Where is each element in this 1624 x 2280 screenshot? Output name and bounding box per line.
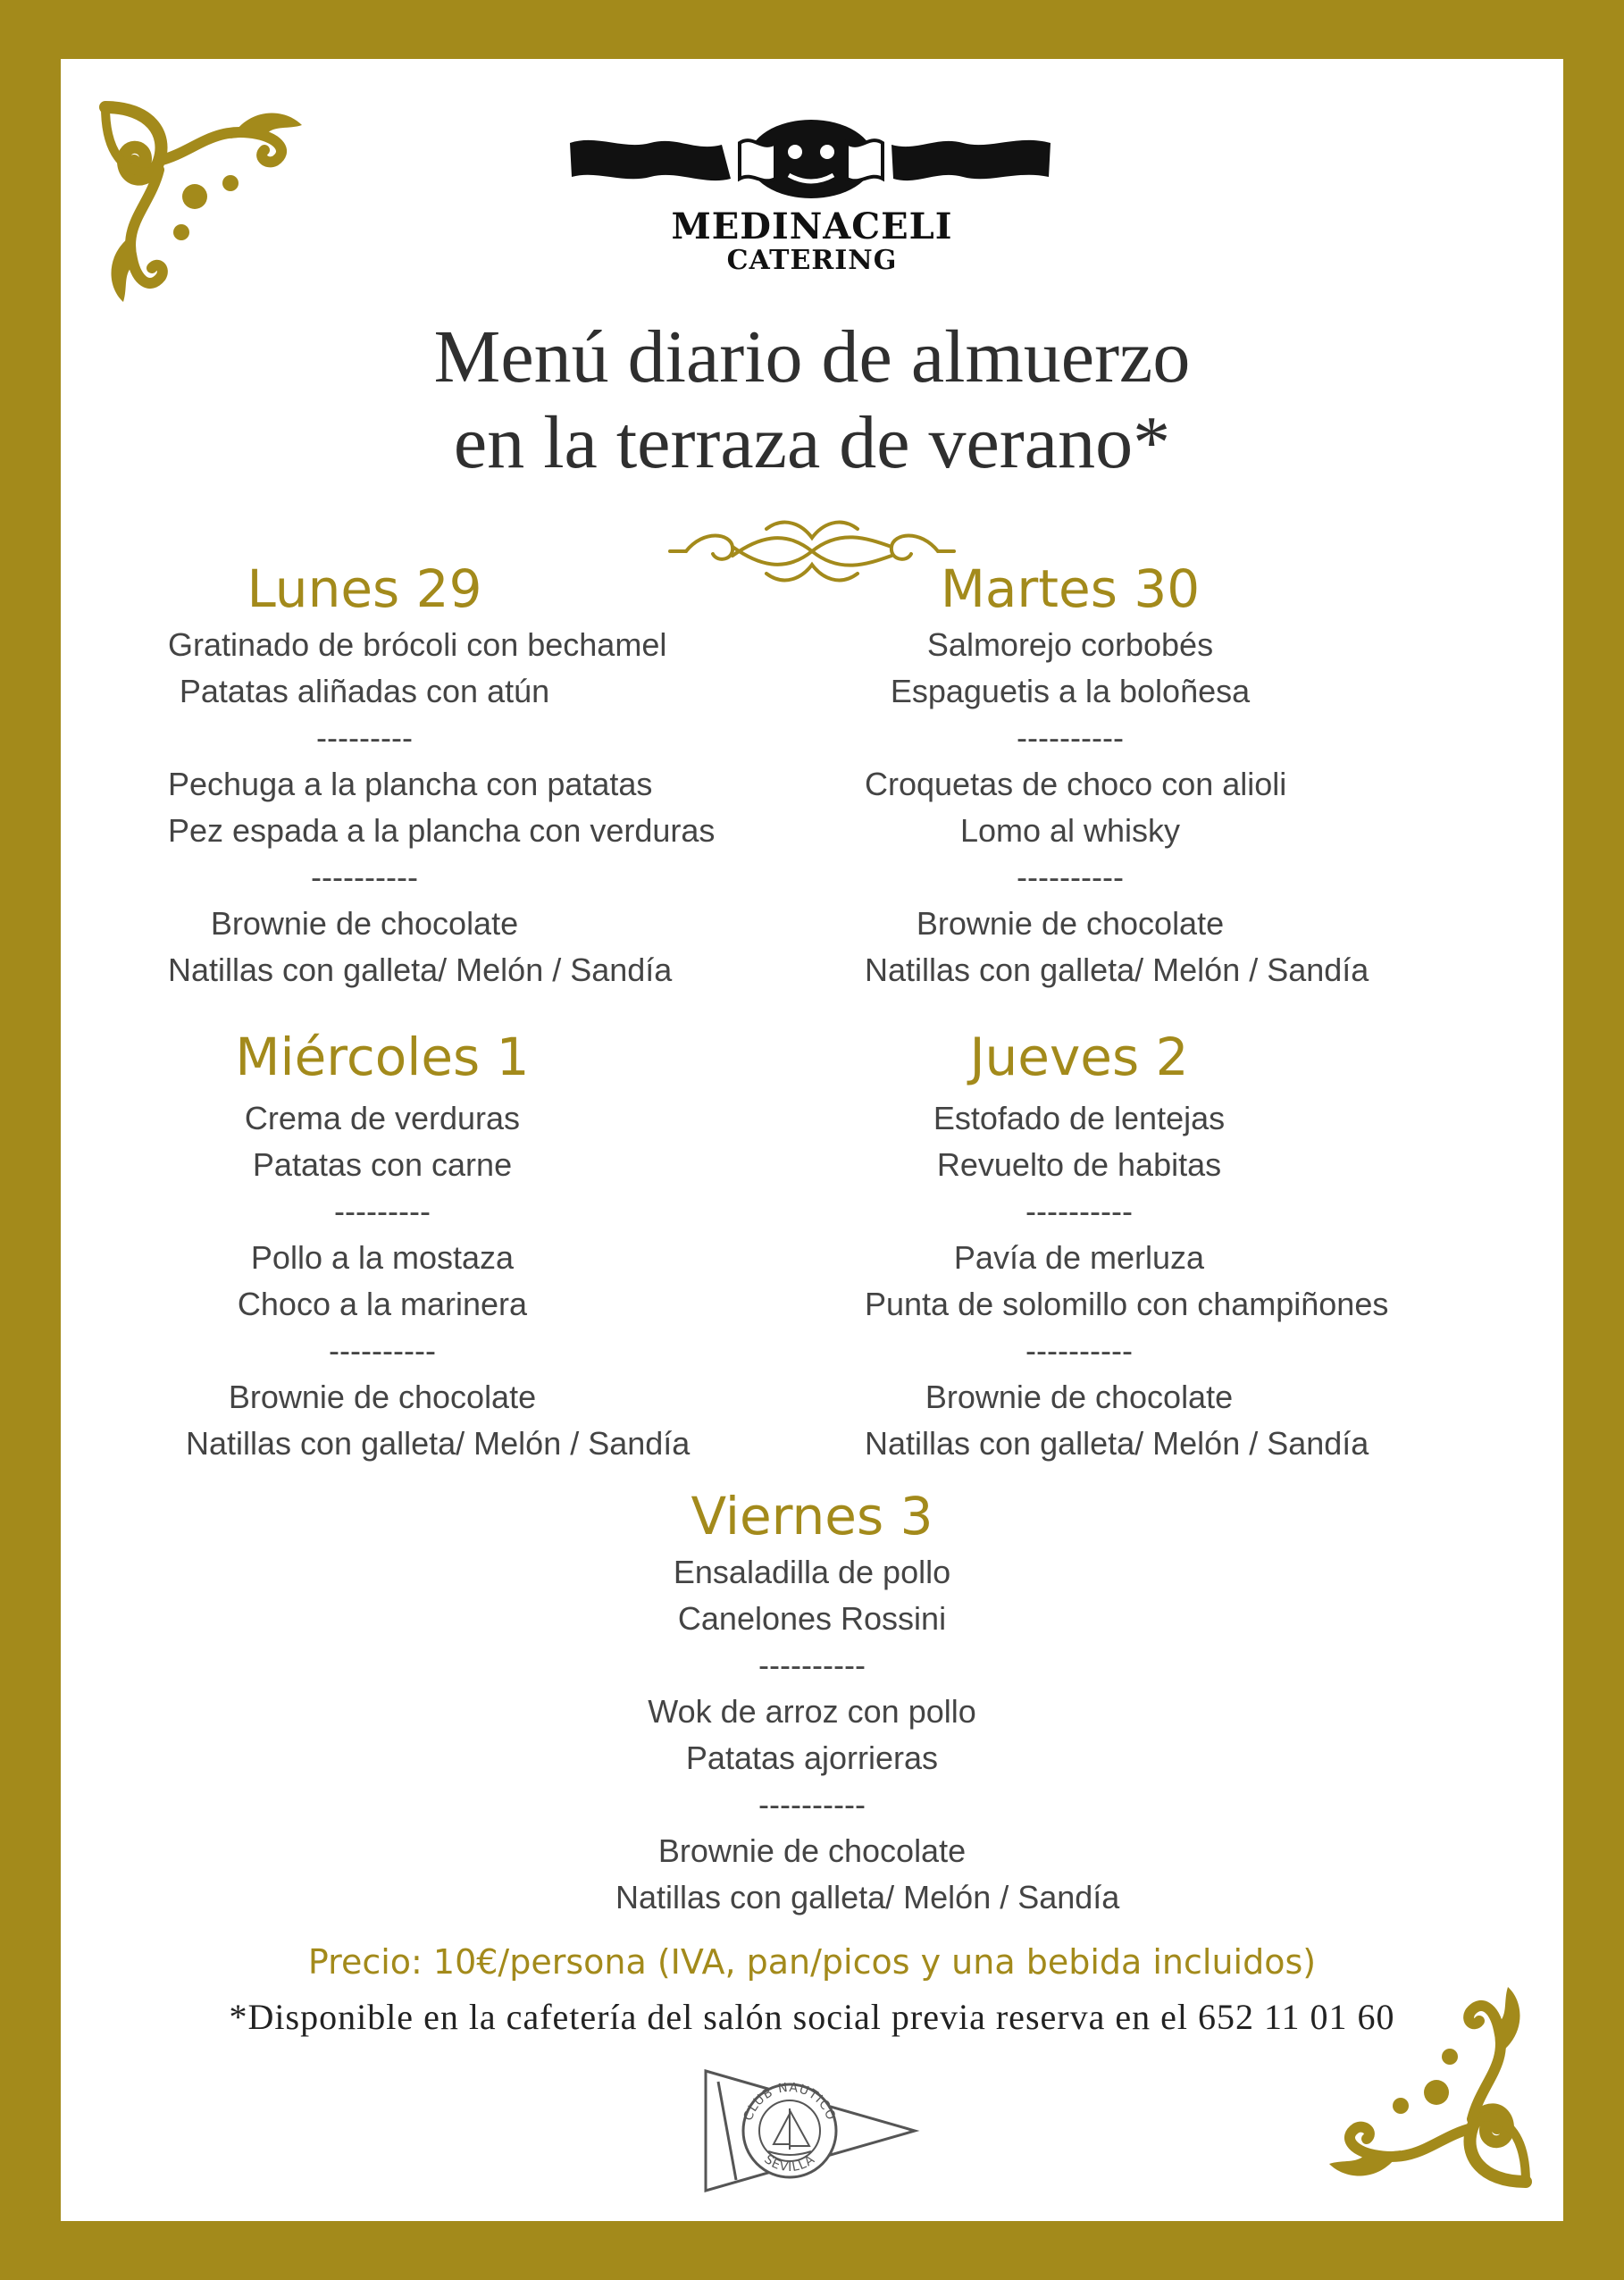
- dish-item: Natillas con galleta/ Melón / Sandía: [865, 951, 1369, 988]
- course-separator: ----------: [1025, 1193, 1133, 1229]
- dish-item: Estofado de lentejas: [933, 1100, 1226, 1136]
- dish-item: Brownie de chocolate: [925, 1379, 1234, 1415]
- day-section-lunes: [168, 558, 716, 993]
- course-separator: ---------: [316, 719, 413, 756]
- course-separator: ----------: [311, 859, 418, 895]
- dish-item: Patatas aliñadas con atún: [179, 673, 550, 709]
- day-section-miercoles: [186, 1027, 691, 1467]
- dish-item: Canelones Rossini: [677, 1600, 947, 1637]
- dish-item: Ensaladilla de pollo: [673, 1554, 951, 1590]
- menu-title-line-1: Menú diario de almuerzo: [433, 315, 1191, 398]
- day-title: Jueves 2: [969, 1027, 1189, 1087]
- dish-item: Revuelto de habitas: [936, 1146, 1222, 1183]
- dish-item: Wok de arroz con pollo: [648, 1693, 976, 1730]
- course-separator: ----------: [1017, 719, 1124, 756]
- dish-item: Brownie de chocolate: [210, 905, 519, 942]
- dish-item: Brownie de chocolate: [228, 1379, 537, 1415]
- club-nautico-pennant-icon: [700, 2064, 924, 2198]
- dish-item: Espaguetis a la boloñesa: [890, 673, 1251, 709]
- dish-item: Natillas con galleta/ Melón / Sandía: [615, 1879, 1120, 1915]
- day-section-viernes: [615, 1486, 1120, 1921]
- dish-item: Patatas con carne: [252, 1146, 513, 1183]
- dish-item: Salmorejo corbobés: [926, 626, 1214, 663]
- day-title: Lunes 29: [247, 558, 482, 619]
- medinaceli-crest-icon: [561, 116, 1061, 205]
- dish-item: Natillas con galleta/ Melón / Sandía: [186, 1425, 691, 1462]
- dish-item: Croquetas de choco con alioli: [865, 766, 1287, 802]
- course-separator: ----------: [758, 1786, 866, 1823]
- dish-item: Brownie de chocolate: [916, 905, 1225, 942]
- dish-item: Pez espada a la plancha con verduras: [168, 812, 716, 849]
- availability-note: *Disponible en la cafetería del salón social previa reserva en el 652 11 01 60: [229, 1997, 1395, 2037]
- course-separator: ----------: [758, 1647, 866, 1683]
- brand-name: MEDINACELI: [671, 205, 953, 247]
- dish-item: Gratinado de brócoli con bechamel: [168, 626, 667, 663]
- dish-item: Pavía de merluza: [953, 1239, 1205, 1276]
- pennant-top-text: CLUB NAUTICO: [741, 2080, 839, 2123]
- dish-item: Choco a la marinera: [237, 1286, 528, 1322]
- dish-item: Natillas con galleta/ Melón / Sandía: [168, 951, 673, 988]
- dish-item: Patatas ajorrieras: [685, 1739, 939, 1776]
- pennant-bottom-text: SEVILLA: [761, 2151, 818, 2175]
- menu-title: [61, 314, 1563, 486]
- dish-item: Natillas con galleta/ Melón / Sandía: [865, 1425, 1369, 1462]
- dish-item: Lomo al whisky: [959, 812, 1181, 849]
- day-title: Martes 30: [940, 558, 1201, 619]
- price-line: Precio: 10€/persona (IVA, pan/picos y una bebida incluidos): [307, 1942, 1317, 1982]
- day-section-martes: [865, 558, 1369, 993]
- dish-item: Pechuga a la plancha con patatas: [168, 766, 653, 802]
- dish-item: Crema de verduras: [244, 1100, 521, 1136]
- menu-page: [61, 59, 1563, 2221]
- course-separator: ----------: [329, 1332, 436, 1369]
- dish-item: Brownie de chocolate: [657, 1832, 967, 1869]
- dish-item: Pollo a la mostaza: [250, 1239, 515, 1276]
- course-separator: ----------: [1017, 859, 1124, 895]
- course-separator: ----------: [1025, 1332, 1133, 1369]
- menu-title-line-2: en la terraza de verano*: [453, 401, 1171, 484]
- dish-item: Punta de solomillo con champiñones: [865, 1286, 1389, 1322]
- day-title: Miércoles 1: [235, 1027, 530, 1087]
- course-separator: ---------: [334, 1193, 431, 1229]
- day-title: Viernes 3: [691, 1486, 933, 1547]
- day-section-jueves: [865, 1027, 1389, 1467]
- brand-subtitle: CATERING: [726, 245, 898, 276]
